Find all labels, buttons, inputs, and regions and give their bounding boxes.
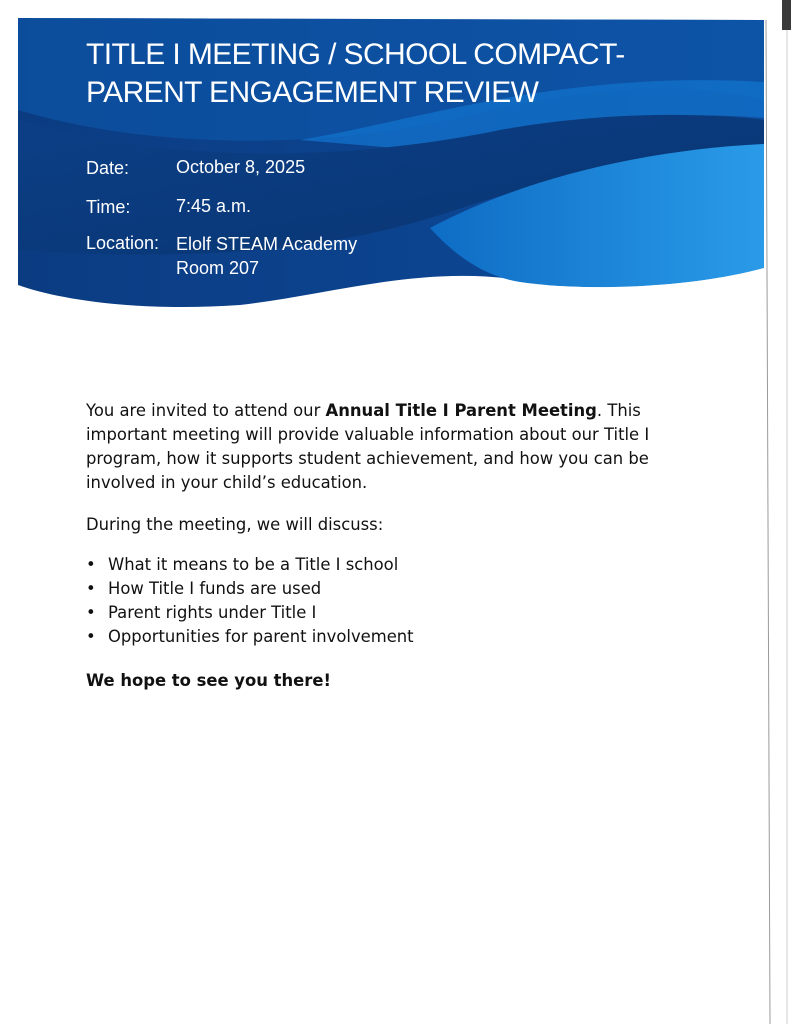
- intro-paragraph: [86, 399, 686, 495]
- header-banner: [0, 0, 791, 330]
- topics-list: [86, 553, 686, 649]
- list-item-text: Opportunities for parent involvement: [108, 627, 414, 646]
- location-line-1: Elolf STEAM Academy: [176, 234, 358, 254]
- time-value: 7:45 a.m.: [176, 196, 252, 216]
- meeting-name-bold: Annual Title I Parent Meeting: [325, 401, 597, 420]
- list-item: [86, 625, 686, 649]
- discuss-lead: During the meeting, we will discuss:: [86, 515, 384, 534]
- bullet-icon: •: [86, 579, 96, 598]
- location-label: Location:: [86, 233, 160, 253]
- list-item-text: Parent rights under Title I: [108, 603, 317, 622]
- bullet-icon: •: [86, 603, 96, 622]
- bullet-icon: •: [86, 627, 96, 646]
- page-title: [86, 36, 726, 112]
- intro-text-end: . This important meeting will provide valuable information about our Title I program, how it supports student achievement, and how you can be involved in your child’s education.: [86, 401, 650, 492]
- invitation-body: [86, 399, 686, 693]
- list-item: [86, 553, 686, 577]
- intro-text-start: You are invited to attend our: [86, 401, 326, 420]
- bullet-icon: •: [86, 555, 96, 574]
- list-item: [86, 577, 686, 601]
- date-value: October 8, 2025: [176, 157, 306, 177]
- title-line-2: PARENT ENGAGEMENT REVIEW: [86, 76, 539, 109]
- title-line-1: TITLE I MEETING / SCHOOL COMPACT-: [86, 38, 625, 71]
- location-line-2: Room 207: [176, 258, 260, 278]
- closing-line: We hope to see you there!: [86, 671, 331, 690]
- list-item: [86, 601, 686, 625]
- list-item-text: How Title I funds are used: [108, 579, 322, 598]
- list-item-text: What it means to be a Title I school: [108, 555, 399, 574]
- time-label: Time:: [86, 197, 131, 217]
- date-label: Date:: [86, 158, 130, 178]
